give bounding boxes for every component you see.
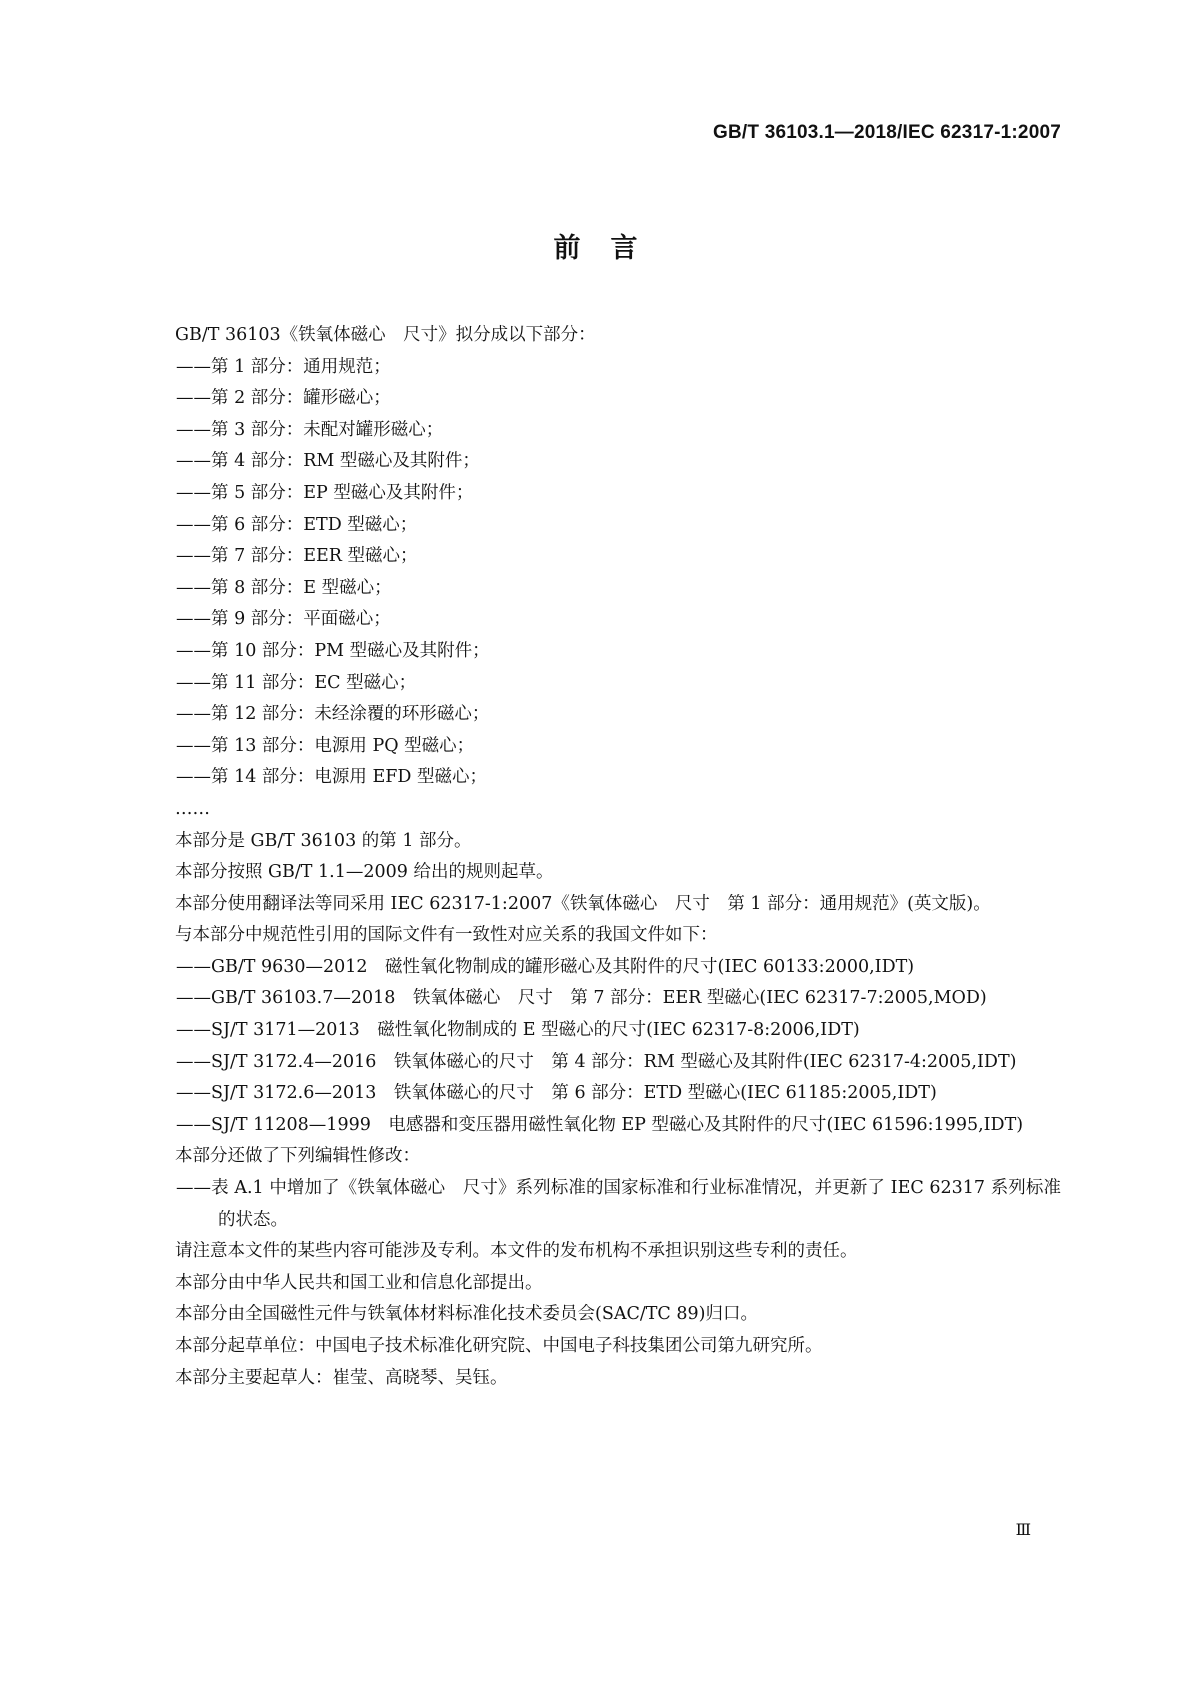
list-item: ——第 1 部分：通用规范； bbox=[176, 356, 391, 377]
reference-item: ——SJ/T 3171—2013 磁性氧化物制成的 E 型磁心的尺寸(IEC 62317-8:2006,IDT) bbox=[176, 1020, 860, 1041]
list-item: ——第 3 部分：未配对罐形磁心； bbox=[176, 419, 444, 440]
list-item: ——第 11 部分：EC 型磁心； bbox=[176, 672, 417, 693]
standard-code: GB/T 36103.1—2018/IEC 62317-1:2007 bbox=[713, 122, 1061, 143]
reference-item: ——SJ/T 3172.6—2013 铁氧体磁心的尺寸 第 6 部分：ETD 型磁心(IEC 61185:2005,IDT) bbox=[176, 1083, 937, 1104]
list-item: ——第 7 部分：EER 型磁心； bbox=[176, 546, 418, 567]
correspondence-paragraph: 与本部分中规范性引用的国际文件有一致性对应关系的我国文件如下： bbox=[175, 925, 718, 946]
reference-item: ——SJ/T 11208—1999 电感器和变压器用磁性氧化物 EP 型磁心及其附件的尺寸(IEC 61596:1995,IDT) bbox=[176, 1114, 1024, 1135]
list-item: ——第 12 部分：未经涂覆的环形磁心； bbox=[176, 704, 490, 725]
list-item: ——第 8 部分：E 型磁心； bbox=[176, 577, 392, 598]
translation-paragraph: 本部分使用翻译法等同采用 IEC 62317-1:2007《铁氧体磁心 尺寸 第 1 部分：通用规范》(英文版)。 bbox=[175, 893, 991, 914]
drafters-paragraph: 本部分主要起草人：崔莹、高晓琴、吴钰。 bbox=[175, 1367, 508, 1388]
list-item: ——第 2 部分：罐形磁心； bbox=[176, 388, 391, 409]
list-item: ——第 5 部分：EP 型磁心及其附件； bbox=[176, 482, 474, 503]
editorial-paragraph: 本部分还做了下列编辑性修改： bbox=[175, 1146, 420, 1167]
ellipsis: …… bbox=[175, 798, 210, 819]
editorial-item: ——表 A.1 中增加了《铁氧体磁心 尺寸》系列标准的国家标准和行业标准情况，并更新了 IEC 62317 系列标准的状态。 bbox=[176, 1178, 1061, 1230]
rules-paragraph: 本部分按照 GB/T 1.1—2009 给出的规则起草。 bbox=[175, 862, 554, 883]
list-item: ——第 10 部分：PM 型磁心及其附件； bbox=[176, 640, 490, 661]
list-item: ——第 9 部分：平面磁心； bbox=[176, 609, 391, 630]
proposed-paragraph: 本部分由中华人民共和国工业和信息化部提出。 bbox=[175, 1272, 543, 1293]
centralized-paragraph: 本部分由全国磁性元件与铁氧体材料标准化技术委员会(SAC/TC 89)归口。 bbox=[175, 1304, 758, 1325]
page-number: Ⅲ bbox=[1015, 1520, 1031, 1539]
list-item: ——第 6 部分：ETD 型磁心； bbox=[176, 514, 418, 535]
list-item: ——第 13 部分：电源用 PQ 型磁心； bbox=[176, 735, 475, 756]
list-item: ——第 14 部分：电源用 EFD 型磁心； bbox=[176, 767, 487, 788]
reference-item: ——GB/T 9630—2012 磁性氧化物制成的罐形磁心及其附件的尺寸(IEC 60133:2000,IDT) bbox=[176, 956, 915, 977]
patent-paragraph: 请注意本文件的某些内容可能涉及专利。本文件的发布机构不承担识别这些专利的责任。 bbox=[175, 1241, 858, 1262]
reference-item: ——GB/T 36103.7—2018 铁氧体磁心 尺寸 第 7 部分：EER 型磁心(IEC 62317-7:2005,MOD) bbox=[176, 988, 987, 1009]
page-title: 前言 bbox=[553, 233, 668, 264]
foreword-body bbox=[133, 320, 1061, 1394]
reference-item: ——SJ/T 3172.4—2016 铁氧体磁心的尺寸 第 4 部分：RM 型磁心及其附件(IEC 62317-4:2005,IDT) bbox=[176, 1051, 1017, 1072]
intro-paragraph: GB/T 36103《铁氧体磁心 尺寸》拟分成以下部分： bbox=[175, 325, 596, 345]
part-paragraph: 本部分是 GB/T 36103 的第 1 部分。 bbox=[175, 830, 472, 851]
drafting-units-paragraph: 本部分起草单位：中国电子技术标准化研究院、中国电子科技集团公司第九研究所。 bbox=[175, 1336, 823, 1356]
list-item: ——第 4 部分：RM 型磁心及其附件； bbox=[176, 451, 480, 472]
